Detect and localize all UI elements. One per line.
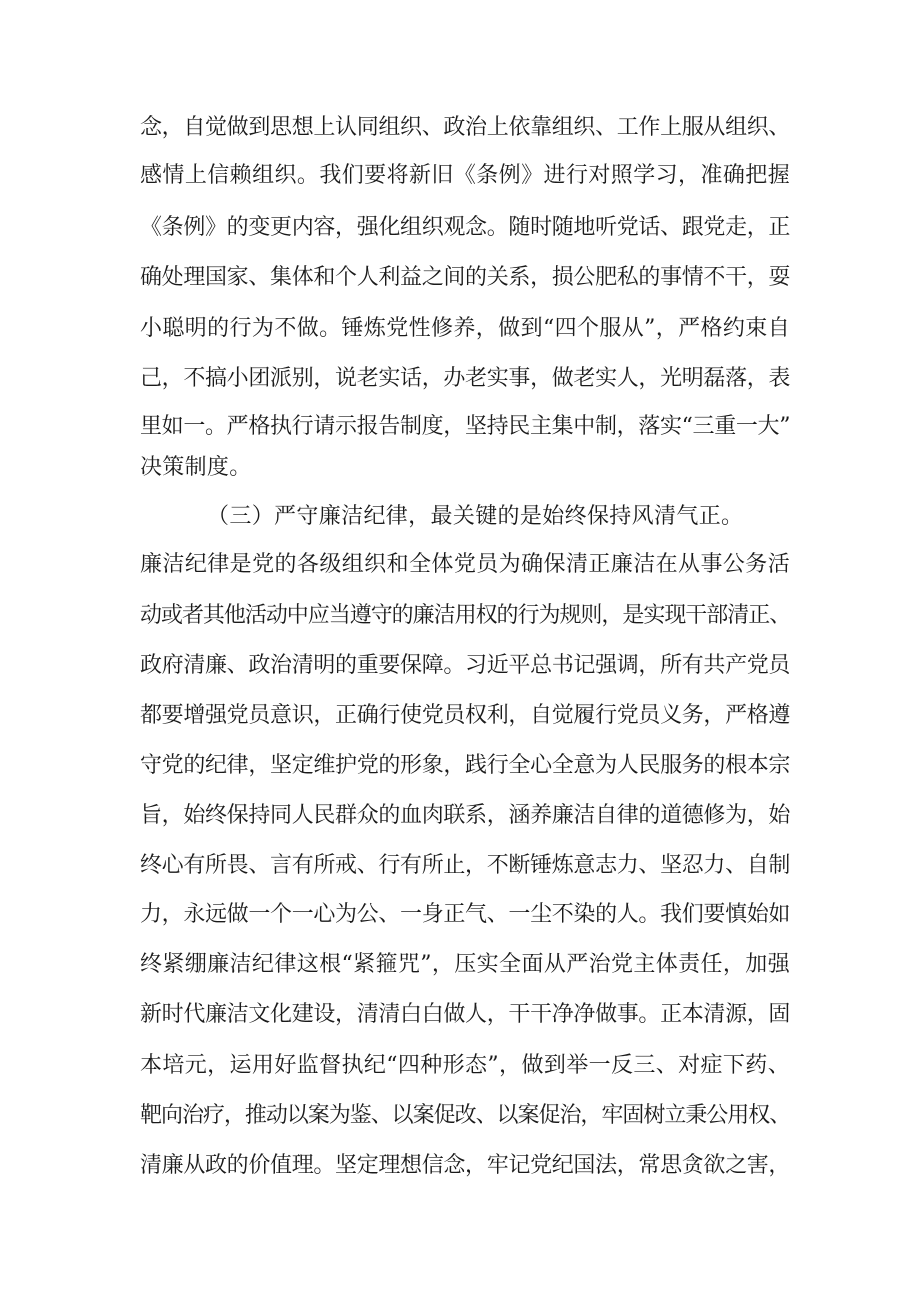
body-text-line: 本培元，运用好监督执纪“四种形态”，做到举一反三、对症下药、 xyxy=(140,1053,790,1078)
section-heading: （三）严守廉洁纪律，最关键的是始终保持风清气正。 xyxy=(207,504,744,529)
body-text-line: 动或者其他活动中应当遵守的廉洁用权的行为规则，是实现干部清正、 xyxy=(140,603,790,628)
body-text-line: 靶向治疗，推动以案为鉴、以案促改、以案促治，牢固树立秉公用权、 xyxy=(140,1103,790,1128)
body-text-line: 己，不搞小团派别，说老实话，办老实事，做老实人，光明磊落，表 xyxy=(140,366,790,391)
body-text-line: 感情上信赖组织。我们要将新旧《条例》进行对照学习，准确把握 xyxy=(140,163,790,188)
body-text-line: 守党的纪律，坚定维护党的形象，践行全心全意为人民服务的根本宗 xyxy=(140,753,790,778)
body-text-line: 《条例》的变更内容，强化组织观念。随时随地听党话、跟党走，正 xyxy=(140,215,790,240)
body-text-line: 廉洁纪律是党的各级组织和全体党员为确保清正廉洁在从事公务活 xyxy=(140,552,790,577)
body-text-line: 小聪明的行为不做。锤炼党性修养，做到“四个服从”，严格约束自 xyxy=(140,316,790,341)
body-text-line: 都要增强党员意识，正确行使党员权利，自觉履行党员义务，严格遵 xyxy=(140,703,790,728)
body-text-line: 念，自觉做到思想上认同组织、政治上依靠组织、工作上服从组织、 xyxy=(140,115,790,140)
body-text-line: 力，永远做一个一心为公、一身正气、一尘不染的人。我们要慎始如 xyxy=(140,902,790,927)
body-text-line: 清廉从政的价值理。坚定理想信念，牢记党纪国法，常思贪欲之害， xyxy=(140,1153,790,1178)
body-text-line: 旨，始终保持同人民群众的血肉联系，涵养廉洁自律的道德修为，始 xyxy=(140,803,790,828)
body-text-line: 政府清廉、政治清明的重要保障。习近平总书记强调，所有共产党员 xyxy=(140,653,790,678)
body-text-line: 里如一。严格执行请示报告制度，坚持民主集中制，落实“三重一大” xyxy=(140,414,790,439)
body-text-line: 新时代廉洁文化建设，清清白白做人，干干净净做事。正本清源，固 xyxy=(140,1002,790,1027)
body-text-line: 决策制度。 xyxy=(140,455,252,480)
body-text-line: 确处理国家、集体和个人利益之间的关系，损公肥私的事情不干，耍 xyxy=(140,265,790,290)
body-text-line: 终心有所畏、言有所戒、行有所止，不断锤炼意志力、坚忍力、自制 xyxy=(140,853,790,878)
body-text-line: 终紧绷廉洁纪律这根“紧箍咒”，压实全面从严治党主体责任，加强 xyxy=(140,952,790,977)
